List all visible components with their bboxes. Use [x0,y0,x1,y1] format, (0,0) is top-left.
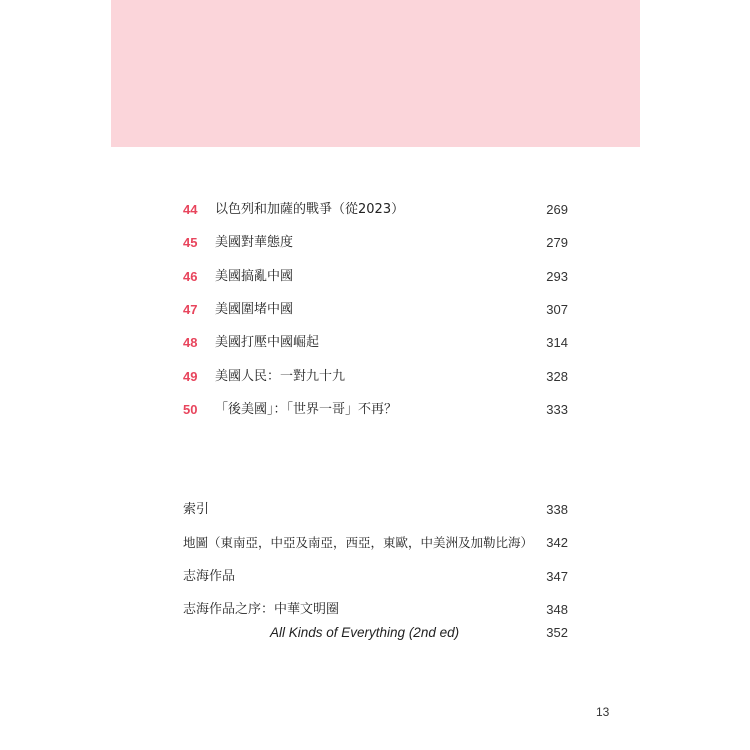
toc-english-row[interactable] [183,623,568,643]
toc-chapter-row[interactable] [183,300,568,320]
english-page: 352 [546,625,568,640]
chapter-title: 「後美國」：「世界一哥」不再？ [215,402,398,417]
toc-appendix-row[interactable] [183,600,568,620]
appendix-title: 志海作品之序：中華文明圈 [183,602,340,617]
appendix-page: 347 [546,569,568,584]
toc-appendix-row[interactable] [183,500,568,520]
chapter-number: 48 [183,335,198,350]
chapter-page: 279 [546,235,568,250]
chapter-page: 293 [546,269,568,284]
appendix-title: 志海作品 [183,569,236,584]
chapter-number: 44 [183,202,198,217]
toc-chapter-row[interactable] [183,400,568,420]
appendix-title: 索引 [183,502,210,517]
toc-chapter-row[interactable] [183,367,568,387]
chapter-page: 328 [546,369,568,384]
chapter-title: 美國圍堵中國 [215,302,294,317]
chapter-number: 45 [183,235,198,250]
chapter-page: 314 [546,335,568,350]
chapter-number: 46 [183,269,198,284]
chapter-page: 333 [546,402,568,417]
chapter-title: 美國人民：一對九十九 [215,369,346,384]
chapter-number: 47 [183,302,198,317]
toc-appendix-row[interactable] [183,567,568,587]
chapter-title: 以色列和加薩的戰爭（從2023） [215,202,405,217]
toc-appendix-row[interactable] [183,533,568,553]
chapter-number: 50 [183,402,198,417]
appendix-page: 338 [546,502,568,517]
toc-chapter-row[interactable] [183,200,568,220]
chapter-number: 49 [183,369,198,384]
chapter-title: 美國對華態度 [215,235,294,250]
appendix-page: 342 [546,535,568,550]
chapter-page: 269 [546,202,568,217]
page-number: 13 [596,705,610,719]
appendix-page: 348 [546,602,568,617]
toc-chapter-row[interactable] [183,333,568,353]
toc-chapter-row[interactable] [183,233,568,253]
english-title: All Kinds of Everything (2nd ed) [270,625,460,640]
appendix-title: 地圖（東南亞，中亞及南亞，西亞，東歐，中美洲及加勒比海） [183,535,534,550]
chapter-page: 307 [546,302,568,317]
chapter-title: 美國打壓中國崛起 [215,335,320,350]
toc-chapter-row[interactable] [183,267,568,287]
chapter-title: 美國搞亂中國 [215,269,294,284]
